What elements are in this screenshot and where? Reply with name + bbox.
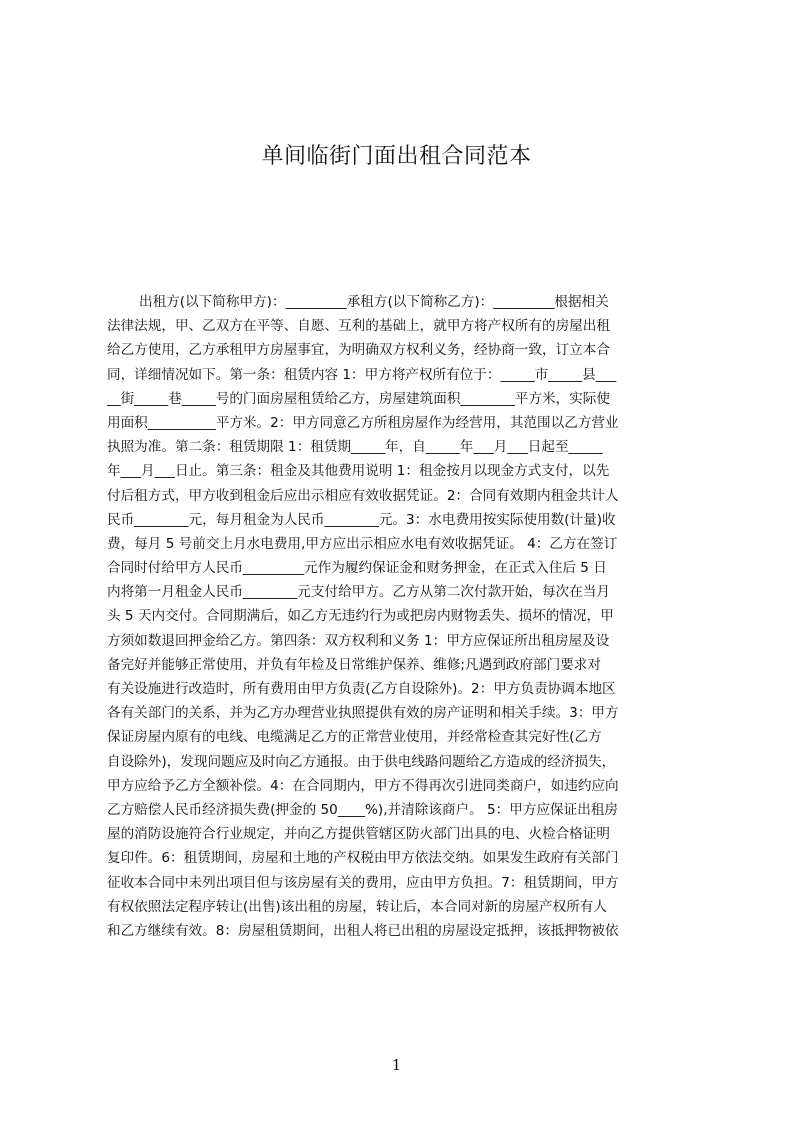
body-line: 甲方应给予乙方全额补偿。4：在合同期内，甲方不得再次引进同类商户，如违约应向	[107, 777, 619, 794]
body-line: 费，每月 5 号前交上月水电费用,甲方应出示相应水电有效收据凭证。 4：乙方在签订	[107, 535, 618, 552]
body-line: 有权依照法定程序转让(出售)该出租的房屋，转让后，本合同对新的房屋产权所有人	[107, 898, 607, 915]
body-line: 备完好并能够正常使用，并负有年检及日常维护保养、维修;凡遇到政府部门要求对	[107, 656, 601, 673]
body-line: 用面积__________平方米。2：甲方同意乙方所租房屋作为经营用，其范围以乙方营业	[107, 414, 619, 431]
body-line: 保证房屋内原有的电线、电缆满足乙方的正常营业使用，并经常检查其完好性(乙方	[107, 729, 602, 746]
body-line: 同，详细情况如下。第一条：租赁内容 1：甲方将产权所有位于：_____市_____县___	[107, 366, 617, 383]
body-line: 付后租方式，甲方收到租金后应出示相应有效收据凭证。2：合同有效期内租金共计人	[107, 487, 619, 504]
body-line: 给乙方使用，乙方承租甲方房屋事宜，为明确双方权利义务，经协商一致，订立本合	[107, 342, 610, 359]
body-line: 复印件。6：租赁期间，房屋和土地的产权税由甲方依法交纳。如果发生政府有关部门	[107, 850, 619, 867]
body-line: 民币________元，每月租金为人民币________元。3：水电费用按实际使用数(计量)收	[107, 511, 616, 528]
document-title: 单间临街门面出租合同范本	[261, 144, 532, 169]
page-number: 1	[391, 1056, 402, 1074]
body-line: 各有关部门的关系，并为乙方办理营业执照提供有效的房产证明和相关手续。3：甲方	[107, 705, 619, 722]
body-line: 征收本合同中未列出项目但与该房屋有关的费用，应由甲方负担。7：租赁期间，甲方	[107, 874, 619, 891]
body-line: __街_____巷_____号的门面房屋租赁给乙方，房屋建筑面积________平方米，实际使	[107, 390, 610, 407]
body-line: 合同时付给甲方人民币_________元作为履约保证金和财务押金，在正式入住后 5 日	[107, 560, 607, 577]
body-line: 屋的消防设施符合行业规定，并向乙方提供管辖区防火部门出具的电、火检合格证明	[107, 826, 610, 843]
body-line: 乙方赔偿人民币经济损失费(押金的 50____%),并清除该商户。 5：甲方应保证出租房	[107, 801, 619, 818]
body-line: 出租方(以下简称甲方)：_________承租方(以下简称乙方)：_________根据相关	[139, 294, 609, 310]
body-line: 头 5 天内交付。合同期满后，如乙方无违约行为或把房内财物丢失、损坏的情况，甲	[107, 608, 614, 625]
body-line: 和乙方继续有效。8：房屋租赁期间，出租人将已出租的房屋设定抵押，该抵押物被依	[107, 922, 619, 939]
body-line: 自设除外)，发现问题应及时向乙方通报。由于供电线路问题给乙方造成的经济损失，	[107, 753, 616, 770]
body-line: 执照为准。第二条：租赁期限 1：租赁期_____年，自_____年___月___日起至_____	[107, 439, 603, 456]
body-line: 年___月___日止。第三条：租金及其他费用说明 1：租金按月以现金方式支付，以先	[107, 463, 610, 480]
contract-body	[107, 290, 697, 943]
body-line: 法律法规，甲、乙双方在平等、自愿、互利的基础上，就甲方将产权所有的房屋出租	[107, 318, 610, 335]
body-line: 内将第一月租金人民币________元支付给甲方。乙方从第二次付款开始，每次在当月	[107, 584, 610, 601]
body-line: 方须如数退回押金给乙方。第四条：双方权利和义务 1：甲方应保证所出租房屋及设	[107, 632, 610, 649]
body-line: 有关设施进行改造时，所有费用由甲方负责(乙方自设除外)。2：甲方负责协调本地区	[107, 681, 616, 697]
